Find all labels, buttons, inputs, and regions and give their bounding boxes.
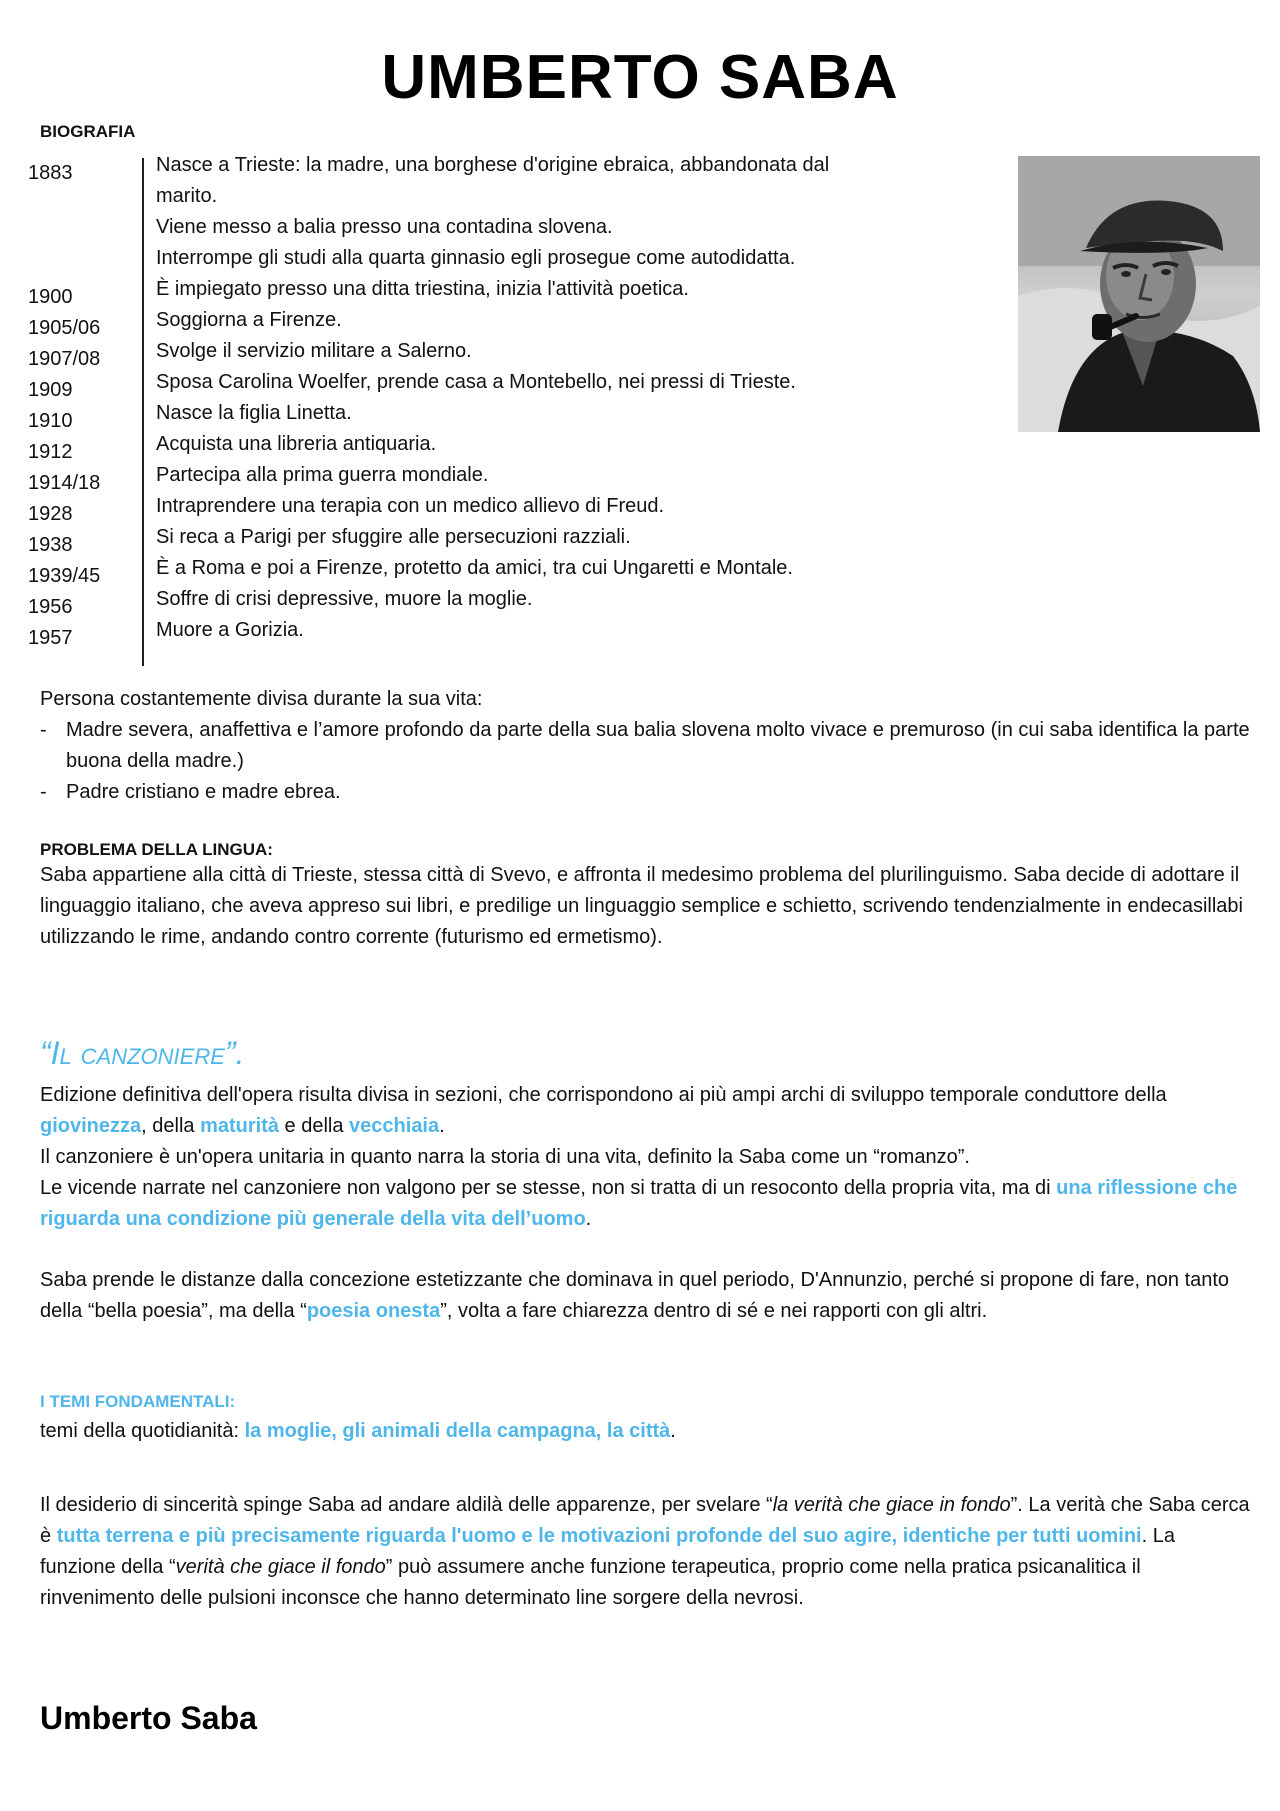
temi-line: temi della quotidianità: la moglie, gli animali della campagna, la città. xyxy=(40,1420,676,1442)
persona-intro: Persona costantemente divisa durante la sua vita: xyxy=(40,688,483,710)
persona-item-text: Padre cristiano e madre ebrea. xyxy=(66,781,341,803)
canzoniere-paragraph-4: Saba prende le distanze dalla concezione estetizzante che dominava in quel periodo, D'Annunzio, perché si propone di fare, non tanto della “bella poesia”, ma della “poesia onesta”, volta a fare chiarezza dentro di sé e nei rapporti con gli altri. xyxy=(40,1269,1230,1322)
temi-heading: I TEMI FONDAMENTALI: xyxy=(40,1392,236,1411)
timeline-year: 1900 xyxy=(28,286,73,308)
timeline-year: 1938 xyxy=(28,534,73,556)
timeline-year: 1912 xyxy=(28,441,73,463)
timeline-event: Sposa Carolina Woelfer, prende casa a Montebello, nei pressi di Trieste. xyxy=(156,371,796,393)
canzoniere-paragraph-1: Edizione definitiva dell'opera risulta divisa in sezioni, che corrispondono ai più ampi archi di sviluppo temporale conduttore della giovinezza, della maturità e della vecchiaia. xyxy=(40,1084,1167,1137)
persona-item-text: Madre severa, anaffettiva e l’amore profondo da parte della sua balia slovena molto vivace e premuroso (in cui saba identifica la parte buona della madre.) xyxy=(66,719,1250,772)
highlight-giovinezza: giovinezza xyxy=(40,1115,142,1137)
canzoniere-paragraph-3: Le vicende narrate nel canzoniere non valgono per se stesse, non si tratta di un resoconto della propria vita, ma di una riflessione che riguarda una condizione più generale della vita dell’uomo. xyxy=(40,1177,1238,1230)
timeline-year: 1939/45 xyxy=(28,565,101,587)
timeline-year: 1910 xyxy=(28,410,73,432)
timeline-event: Muore a Gorizia. xyxy=(156,619,304,641)
biografia-heading: BIOGRAFIA xyxy=(40,122,136,141)
portrait-photo xyxy=(1018,156,1260,432)
timeline-event: Acquista una libreria antiquaria. xyxy=(156,433,437,455)
highlight-riflessione: una riflessione che riguarda una condizione più generale della vita dell’uomo xyxy=(40,1177,1238,1230)
timeline-year: 1905/06 xyxy=(28,317,101,339)
persona-section xyxy=(40,684,1250,808)
verita-paragraph: Il desiderio di sincerità spinge Saba ad andare aldilà delle apparenze, per svelare “la verità che giace in fondo”. La verità che Saba cerca è tutta terrena e più precisamente riguarda l'uomo e le motivazioni profonde del suo agire, identiche per tutti uomini. La funzione della “verità che giace il fondo” può assumere anche funzione terapeutica, proprio come nella pratica psicanalitica il rinvenimento delle pulsioni inconsce che hanno determinato line sorgere della nevrosi. xyxy=(40,1494,1250,1609)
timeline-year: 1957 xyxy=(28,627,73,649)
persona-list-item xyxy=(40,777,1250,808)
lingua-paragraph: Saba appartiene alla città di Trieste, stessa città di Svevo, e affronta il medesimo problema del plurilinguismo. Saba decide di adottare il linguaggio italiano, che aveva appreso sui libri, e predilige un linguaggio semplice e schietto, scrivendo tendenzialmente in endecasillabi utilizzando le rime, andando contro corrente (futurismo ed ermetismo). xyxy=(40,864,1243,948)
highlight-poesia-onesta: poesia onesta xyxy=(306,1300,441,1322)
quote-verita-1: la verità che giace in fondo xyxy=(772,1494,1011,1516)
timeline-year: 1909 xyxy=(28,379,73,401)
timeline-year: 1914/18 xyxy=(28,472,101,494)
footer-title: Umberto Saba xyxy=(40,1700,257,1736)
timeline-year: 1883 xyxy=(28,162,73,184)
dash-bullet: - xyxy=(40,781,47,803)
canzoniere-paragraph-2: Il canzoniere è un'opera unitaria in quanto narra la storia di una vita, definito la Saba come un “romanzo”. xyxy=(40,1146,970,1168)
highlight-vecchiaia: vecchiaia xyxy=(349,1115,440,1137)
timeline-year: 1928 xyxy=(28,503,73,525)
highlight-temi: la moglie, gli animali della campagna, la città xyxy=(244,1420,671,1442)
dash-bullet: - xyxy=(40,719,47,741)
timeline-event: È a Roma e poi a Firenze, protetto da amici, tra cui Ungaretti e Montale. xyxy=(156,557,793,579)
timeline-event: Soffre di crisi depressive, muore la moglie. xyxy=(156,588,533,610)
timeline-event: Interrompe gli studi alla quarta ginnasio egli prosegue come autodidatta. xyxy=(156,247,796,269)
persona-list-item xyxy=(40,715,1250,777)
timeline-event: Nasce la figlia Linetta. xyxy=(156,402,352,424)
timeline-year: 1956 xyxy=(28,596,73,618)
highlight-maturita: maturità xyxy=(200,1115,279,1137)
timeline-event: Partecipa alla prima guerra mondiale. xyxy=(156,464,489,486)
timeline-event: Viene messo a balia presso una contadina slovena. xyxy=(156,216,613,238)
timeline-event: Nasce a Trieste: la madre, una borghese d'origine ebraica, abbandonata dal xyxy=(156,154,830,176)
timeline-event: Svolge il servizio militare a Salerno. xyxy=(156,340,472,362)
quote-verita-2: verità che giace il fondo xyxy=(175,1556,386,1578)
timeline-year: 1907/08 xyxy=(28,348,101,370)
canzoniere-heading: “Il canzoniere”. xyxy=(40,1035,245,1071)
timeline-event: Intraprendere una terapia con un medico allievo di Freud. xyxy=(156,495,665,517)
timeline-event: marito. xyxy=(156,185,218,207)
page-title: UMBERTO SABA xyxy=(381,43,899,112)
timeline-event: Soggiorna a Firenze. xyxy=(156,309,342,331)
highlight-verita: tutta terrena e più precisamente riguarda l'uomo e le motivazioni profonde del suo agire, identiche per tutti uomini xyxy=(56,1525,1142,1547)
timeline-event: È impiegato presso una ditta triestina, inizia l'attività poetica. xyxy=(156,278,689,300)
timeline-event: Si reca a Parigi per sfuggire alle persecuzioni razziali. xyxy=(156,526,631,548)
canzoniere-section xyxy=(40,1080,1250,1235)
lingua-heading: PROBLEMA DELLA LINGUA: xyxy=(40,840,273,859)
timeline-divider xyxy=(142,158,144,666)
